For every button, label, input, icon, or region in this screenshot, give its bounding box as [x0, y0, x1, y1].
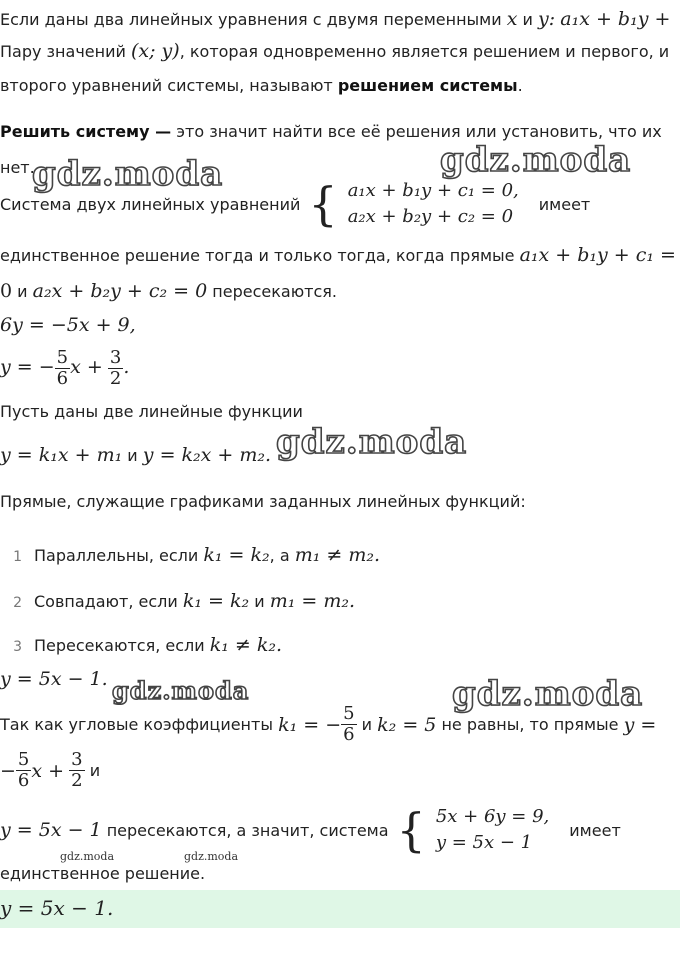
math-k2: k₂ = 5 — [377, 713, 437, 736]
denominator: 2 — [71, 770, 83, 791]
math-end: . — [123, 356, 130, 378]
text: второго уравнений системы, называют — [0, 76, 333, 95]
text: единственное решение тогда и только тогда, когда прямые — [0, 246, 515, 265]
numerator: 3 — [109, 347, 122, 368]
denominator: 6 — [56, 368, 69, 389]
list-number: 2 — [13, 595, 22, 611]
text: имеет — [569, 820, 621, 840]
text: и — [12, 282, 33, 301]
math-line-3: y = 5x − 1. — [0, 668, 108, 690]
text: и — [249, 592, 265, 611]
math-equation: a₂x + b₂y + c₂ = 0 — [32, 280, 208, 302]
math-line-2 — [0, 348, 129, 389]
math-line-1: 6y = −5x + 9, — [0, 314, 136, 336]
watermark: gdz.moda — [440, 140, 632, 180]
math-mid: x + — [31, 759, 65, 782]
equation-1: 5x + 6y = 9, — [435, 806, 550, 827]
brace-icon: { — [308, 177, 338, 231]
list-item — [0, 544, 380, 566]
fraction — [108, 348, 123, 389]
equation-system — [436, 804, 549, 856]
text: и — [522, 10, 533, 29]
text: это значит найти все её решения или установить, что их — [171, 122, 662, 141]
text: и — [84, 761, 101, 780]
math: m₁ = m₂. — [269, 590, 355, 612]
math-equation: a₁x + b₁y + — [560, 8, 671, 30]
term-bold: Решить систему — — [0, 122, 172, 141]
denominator: 6 — [17, 770, 30, 791]
watermark: gdz.moda — [276, 422, 468, 462]
para-solve-system — [0, 122, 662, 141]
watermark-small: gdz.moda — [184, 850, 239, 863]
math-mid: x + — [70, 356, 103, 378]
list-number: 3 — [13, 639, 22, 655]
equation-2: y = 5x − 1 — [435, 832, 533, 853]
math-x: x — [506, 8, 518, 30]
math: k₁ = k₂ — [182, 590, 250, 612]
list-item — [0, 634, 282, 656]
para-system-condition-line3 — [0, 280, 337, 302]
numerator: 5 — [17, 749, 30, 770]
denominator: 2 — [109, 368, 122, 389]
para-definition-line3 — [0, 76, 523, 95]
para-conclusion-line2: единственное решение. — [0, 864, 206, 883]
brace-icon: { — [396, 803, 426, 857]
math-zero: 0 — [0, 280, 13, 302]
text: Пересекаются, если — [34, 636, 205, 655]
para-linear-functions-math — [0, 444, 271, 466]
math: k₁ ≠ k₂. — [209, 634, 283, 656]
fraction — [69, 750, 84, 791]
math-function-1: y = k₁x + m₁ — [0, 444, 123, 466]
text: Так как угловые коэффициенты — [0, 715, 273, 734]
para-solve-system-line2 — [0, 158, 35, 177]
math-function-2: y = k₂x + m₂. — [142, 444, 272, 466]
denominator: 6 — [343, 724, 355, 745]
numerator: 5 — [56, 347, 69, 368]
answer: y = 5x − 1. — [0, 896, 114, 920]
numerator: 5 — [343, 703, 355, 724]
text: пересекаются. — [207, 282, 337, 301]
text: Совпадают, если — [34, 592, 178, 611]
math-y: y = — [623, 713, 657, 736]
text: , а — [269, 546, 290, 565]
list-number: 1 — [13, 549, 22, 565]
text: и — [122, 446, 143, 465]
term-bold: решением системы — [337, 76, 518, 95]
para-linear-functions: Пусть даны две линейные функции — [0, 402, 303, 421]
math: m₁ ≠ m₂. — [294, 544, 381, 566]
math: k₁ = k₂ — [203, 544, 270, 566]
text: имеет — [538, 194, 591, 214]
fraction — [55, 348, 70, 389]
math-lhs: y = − — [0, 356, 55, 378]
text: , которая одновременно является решением и первого, и — [179, 42, 670, 61]
math-pair: (x; y) — [130, 40, 180, 62]
text: Параллельны, если — [34, 546, 199, 565]
list-item — [0, 590, 355, 612]
equation-2: a₂x + b₂y + c₂ = 0 — [347, 206, 514, 227]
para-graph-lines: Прямые, служащие графиками заданных линейных функций: — [0, 492, 526, 511]
para-conclusion — [0, 804, 621, 856]
math-line: y = 5x − 1 — [0, 819, 102, 841]
text: и — [356, 715, 378, 734]
fraction — [341, 704, 356, 745]
para-definition-line2 — [0, 40, 669, 62]
text: пересекаются, а значит, система — [101, 820, 389, 840]
text: Система двух линейных уравнений — [0, 194, 301, 214]
math-k1: k₁ = − — [278, 713, 342, 736]
fraction — [16, 750, 31, 791]
watermark: gdz.moda — [32, 154, 224, 194]
para-slopes-line2 — [0, 750, 100, 791]
watermark: gdz.moda — [112, 676, 250, 705]
text: нет. — [0, 158, 35, 177]
math-y: y: — [538, 8, 556, 30]
para-system-condition-line2 — [0, 244, 676, 266]
text: . — [517, 76, 523, 95]
equation-1: a₁x + b₁y + c₁ = 0, — [347, 180, 519, 201]
equation-system — [348, 178, 519, 230]
watermark: gdz.moda — [452, 674, 644, 714]
text: Пару значений — [0, 42, 126, 61]
text: Если даны два линейных уравнения с двумя переменными — [0, 10, 502, 29]
text: не равны, то прямые — [436, 715, 619, 734]
numerator: 3 — [71, 749, 83, 770]
watermark-small: gdz.moda — [60, 850, 115, 863]
para-definition-line1 — [0, 8, 670, 30]
math-equation: a₁x + b₁y + c₁ = — [519, 244, 676, 266]
math-minus: − — [0, 759, 16, 782]
